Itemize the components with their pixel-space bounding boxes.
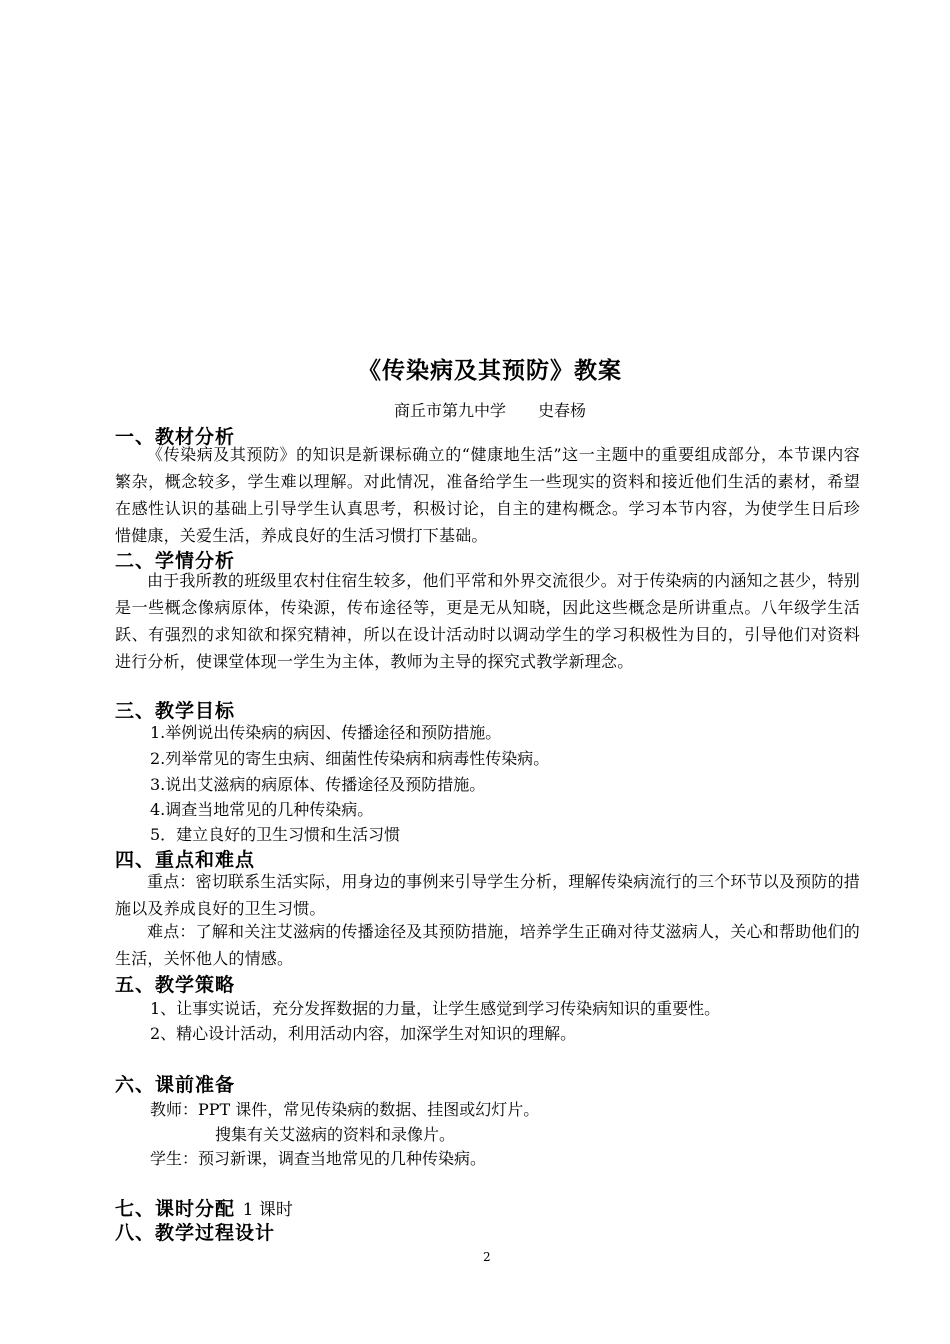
- key-point-paragraph: 重点：密切联系生活实际，用身边的事例来引导学生分析，理解传染病流行的三个环节以及预防的措施以及养成良好的卫生习惯。: [115, 872, 860, 918]
- strategy-item: 2、精心设计活动，利用活动内容，加深学生对知识的理解。: [150, 1024, 577, 1043]
- section-heading-8: 八、教学过程设计: [115, 1222, 276, 1244]
- goal-item: 2.列举常见的寄生虫病、细菌性传染病和病毒性传染病。: [150, 749, 550, 768]
- section-heading-6: 六、课前准备: [115, 1074, 236, 1096]
- section-heading-2: 二、学情分析: [115, 550, 236, 572]
- teacher-prep-continued: 搜集有关艾滋病的资料和录像片。: [215, 1125, 456, 1144]
- section-heading-7: [115, 1194, 293, 1221]
- page-number: 2: [483, 1250, 491, 1264]
- goal-item: 4.调查当地常见的几种传染病。: [150, 800, 374, 819]
- goal-item: 3.说出艾滋病的病原体、传播途径及预防措施。: [150, 775, 486, 794]
- goal-item: 1.举例说出传染病的病因、传播途径和预防措施。: [150, 723, 502, 742]
- strategy-item: 1、让事实说话，充分发挥数据的力量，让学生感觉到学习传染病知识的重要性。: [150, 999, 721, 1018]
- section-heading-3: 三、教学目标: [115, 700, 236, 722]
- lesson-count: 1 课时: [242, 1200, 293, 1220]
- section-paragraph-1: 《传染病及其预防》的知识是新课标确立的“健康地生活”这一主题中的重要组成部分，本节课内容繁杂，概念较多，学生难以理解。对此情况，准备给学生一些现实的资料和接近他们生活的素材，希望在感性认识的基础上引导学生认真思考，积极讨论，自主的建构概念。学习本节内容，为使学生日后珍惜健康，关爱生活，养成良好的生活习惯打下基础。: [115, 445, 860, 545]
- goal-item: 5．建立良好的卫生习惯和生活习惯: [150, 825, 401, 844]
- author-line: 商丘市第九中学 史春杨: [394, 401, 587, 420]
- teacher-prep: 教师：PPT 课件，常见传染病的数据、挂图或幻灯片。: [150, 1100, 540, 1119]
- difficult-point-paragraph: 难点：了解和关注艾滋病的传播途径及其预防措施，培养学生正确对待艾滋病人，关心和帮助他们的生活，关怀他人的情感。: [115, 922, 860, 968]
- page-title: 《传染病及其预防》教案: [358, 358, 622, 384]
- section-paragraph-2: 由于我所教的班级里农村住宿生较多，他们平常和外界交流很少。对于传染病的内涵知之甚少，特别是一些概念像病原体，传染源，传布途径等，更是无从知晓，因此这些概念是所讲重点。八年级学生活跃、有强烈的求知欲和探究精神，所以在设计活动时以调动学生的学习积极性为目的，引导他们对资料进行分析，使课堂体现一学生为主体，教师为主导的探究式教学新理念。: [115, 571, 860, 671]
- section-heading-7-label: 七、课时分配: [115, 1198, 236, 1220]
- section-heading-1: 一、教材分析: [115, 426, 236, 448]
- student-prep: 学生：预习新课，调查当地常见的几种传染病。: [150, 1149, 487, 1168]
- section-heading-5: 五、教学策略: [115, 974, 236, 996]
- section-heading-4: 四、重点和难点: [115, 849, 256, 871]
